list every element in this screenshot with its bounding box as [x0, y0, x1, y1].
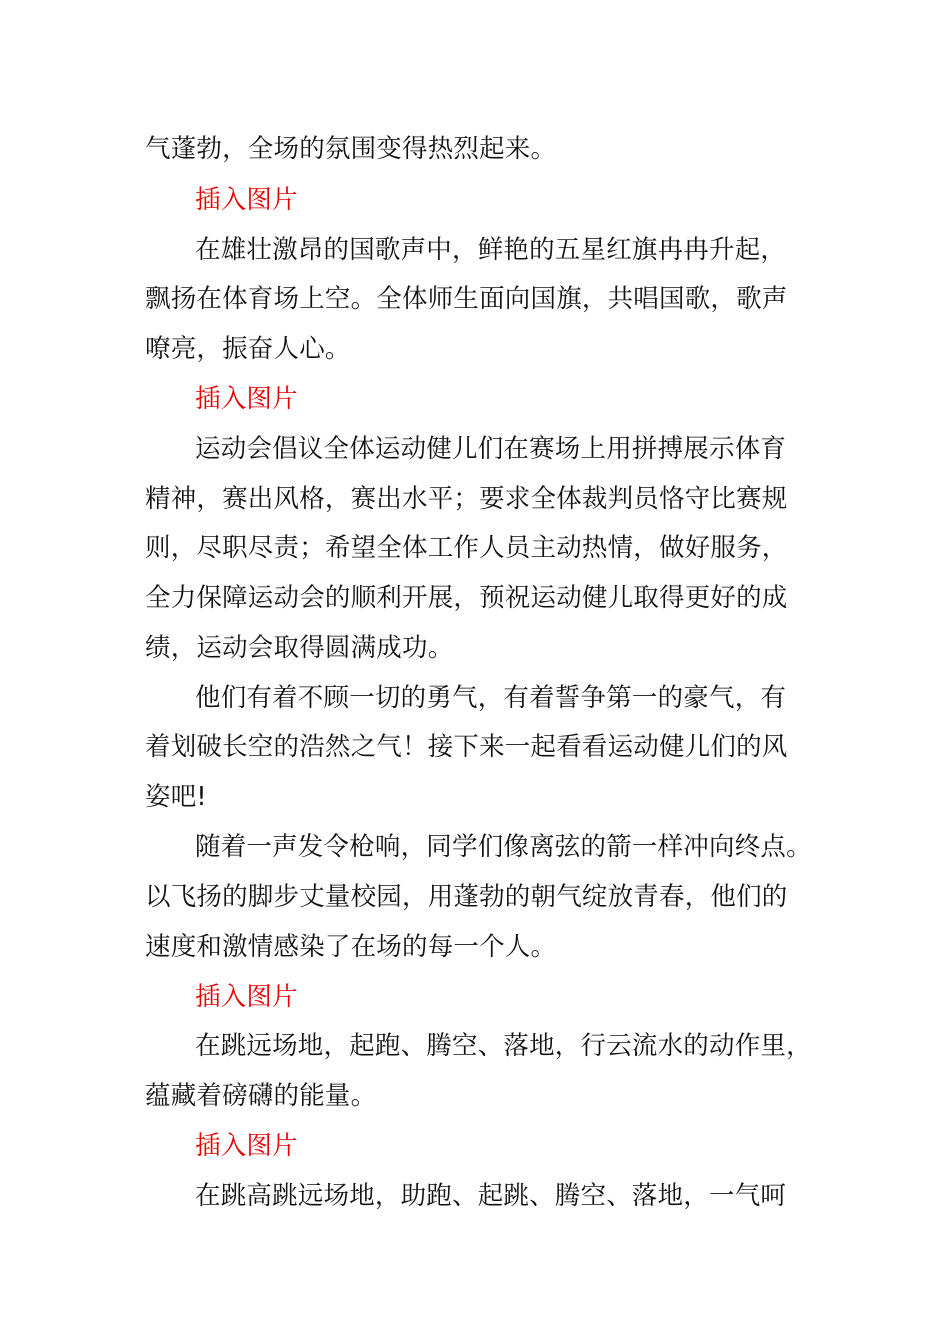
image-placeholder-label: 插入图片: [195, 185, 298, 215]
body-text-line: 蕴藏着磅礴的能量。: [145, 1081, 377, 1111]
paragraph-start-line: 运动会倡议全体运动健儿们在赛场上用拼搏展示体育: [195, 434, 787, 464]
paragraph-start-line: 在跳高跳远场地，助跑、起跳、腾空、落地，一气呵: [195, 1181, 787, 1211]
body-text-line: 姿吧!: [145, 782, 207, 812]
body-text-line: 则，尽职尽责；希望全体工作人员主动热情，做好服务，: [145, 533, 788, 563]
body-text-line: 绩，运动会取得圆满成功。: [145, 633, 454, 663]
body-text-line: 全力保障运动会的顺利开展，预祝运动健儿取得更好的成: [145, 583, 788, 613]
image-placeholder-label: 插入图片: [195, 384, 298, 414]
body-text-line: 以飞扬的脚步丈量校园，用蓬勃的朝气绽放青春，他们的: [145, 882, 788, 912]
body-text-line: 精神，赛出风格，赛出水平；要求全体裁判员恪守比赛规: [145, 484, 788, 514]
paragraph-start-line: 在雄壮激昂的国歌声中，鲜艳的五星红旗冉冉升起，: [195, 235, 787, 265]
image-placeholder-label: 插入图片: [195, 1131, 298, 1161]
body-text-line: 着划破长空的浩然之气！接下来一起看看运动健儿们的风: [145, 732, 788, 762]
paragraph-start-line: 在跳远场地，起跑、腾空、落地，行云流水的动作里，: [195, 1031, 812, 1061]
paragraph-start-line: 他们有着不顾一切的勇气，有着誓争第一的豪气，有: [195, 683, 787, 713]
image-placeholder-label: 插入图片: [195, 982, 298, 1012]
body-text-line: 气蓬勃，全场的氛围变得热烈起来。: [145, 134, 557, 164]
body-text-line: 飘扬在体育场上空。全体师生面向国旗，共唱国歌，歌声: [145, 284, 788, 314]
body-text-line: 嘹亮，振奋人心。: [145, 334, 351, 364]
paragraph-start-line: 随着一声发令枪响，同学们像离弦的箭一样冲向终点。: [195, 832, 812, 862]
body-text-line: 速度和激情感染了在场的每一个人。: [145, 932, 557, 962]
